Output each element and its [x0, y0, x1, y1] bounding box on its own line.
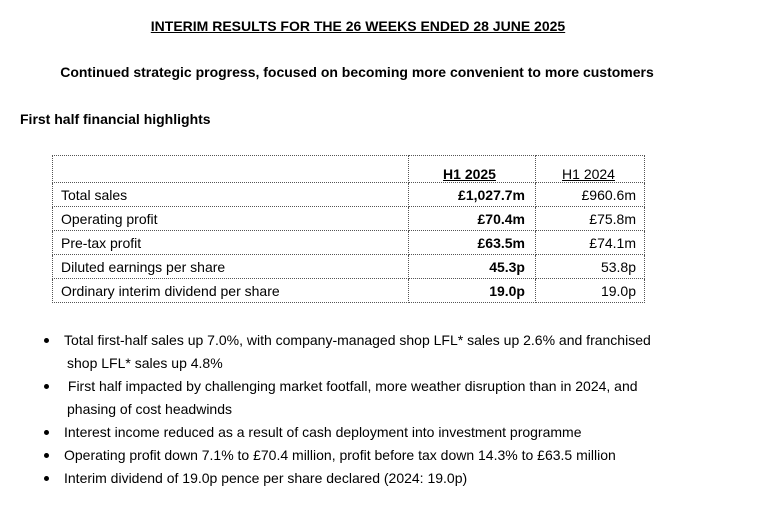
financial-highlights-table [52, 155, 645, 303]
row-value-h1-2024: £960.6m [536, 183, 645, 207]
row-label: Diluted earnings per share [53, 255, 409, 279]
row-value-h1-2024: 53.8p [536, 255, 645, 279]
table-header-h1-2025 [409, 156, 536, 183]
table-row [53, 207, 645, 231]
row-value-h1-2025: 45.3p [409, 255, 536, 279]
bullet-text-continuation: phasing of cost headwinds [67, 401, 232, 417]
bullet-text-continuation: shop LFL* sales up 4.8% [67, 355, 223, 371]
bullet-icon [44, 338, 49, 343]
bullet-icon [44, 430, 49, 435]
document-subtitle: Continued strategic progress, focused on becoming more convenient to more customers [60, 64, 654, 80]
table-header-h1-2024 [536, 156, 645, 183]
row-label: Ordinary interim dividend per share [53, 279, 409, 303]
bullet-icon [44, 453, 49, 458]
header-h1-2025-text: H1 2025 [443, 166, 496, 182]
document-title-text: INTERIM RESULTS FOR THE 26 WEEKS ENDED 28 JUNE 2025 [150, 18, 566, 34]
bullet-text-line: Total first-half sales up 7.0%, with company-managed shop LFL* sales up 2.6% and franchised [64, 332, 651, 348]
table-header-label [53, 156, 409, 183]
header-h1-2024-text: H1 2024 [562, 166, 615, 182]
table-header-row [53, 156, 645, 183]
table-row [53, 231, 645, 255]
bullet-icon [44, 384, 49, 389]
table-row [53, 255, 645, 279]
row-value-h1-2025: £70.4m [409, 207, 536, 231]
bullet-icon [44, 476, 49, 481]
row-value-h1-2025: 19.0p [409, 279, 536, 303]
bullet-text-line: First half impacted by challenging market footfall, more weather disruption than in 2024, and [64, 378, 638, 394]
table-row [53, 279, 645, 303]
table-row [53, 183, 645, 207]
section-heading: First half financial highlights [20, 111, 211, 127]
row-value-h1-2024: £75.8m [536, 207, 645, 231]
row-label: Total sales [53, 183, 409, 207]
document-title [0, 18, 716, 34]
row-value-h1-2025: £63.5m [409, 231, 536, 255]
row-value-h1-2024: 19.0p [536, 279, 645, 303]
row-value-h1-2025: £1,027.7m [409, 183, 536, 207]
row-label: Operating profit [53, 207, 409, 231]
bullet-text-line: Interim dividend of 19.0p pence per share declared (2024: 19.0p) [64, 470, 468, 486]
bullet-text-line: Interest income reduced as a result of cash deployment into investment programme [64, 424, 582, 440]
row-label: Pre-tax profit [53, 231, 409, 255]
row-value-h1-2024: £74.1m [536, 231, 645, 255]
bullet-text-line: Operating profit down 7.1% to £70.4 million, profit before tax down 14.3% to £63.5 million [64, 447, 616, 463]
